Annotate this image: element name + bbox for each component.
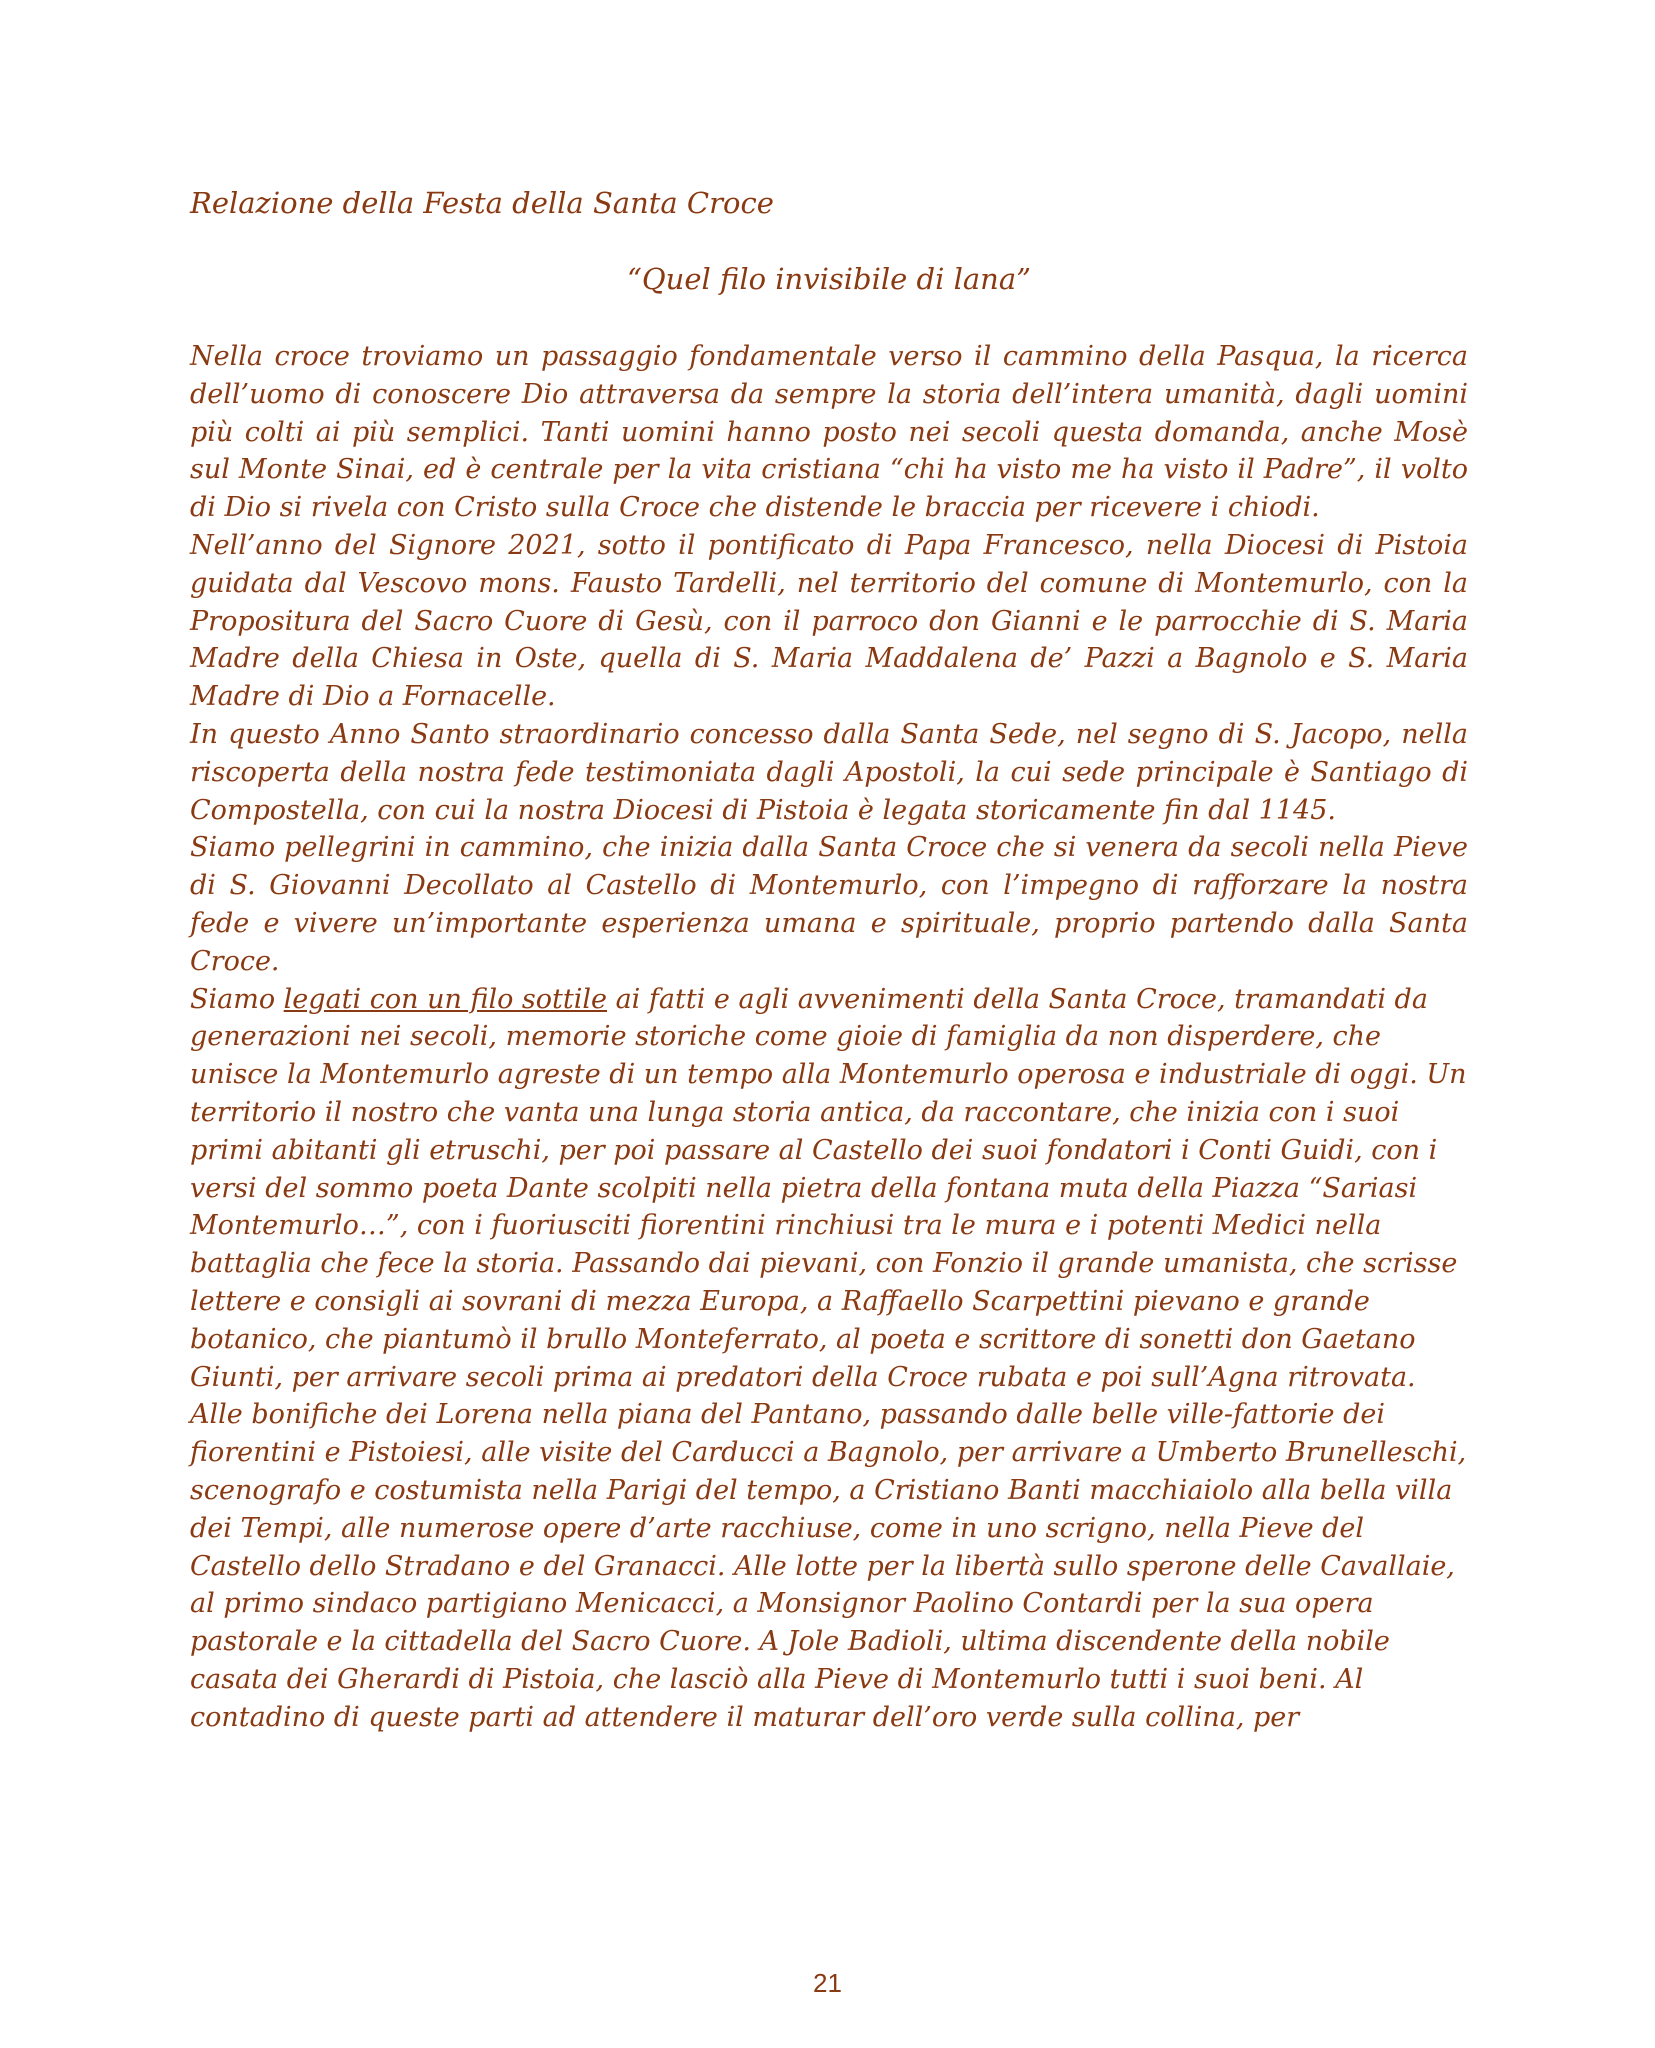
- underlined-phrase: legati con un filo sottile: [283, 983, 607, 1015]
- document-subtitle: “Quel filo invisibile di lana”: [627, 262, 1031, 296]
- document-body: [190, 338, 1468, 1736]
- paragraph-anno-santo: In questo Anno Santo straordinario concesso dalla Santa Sede, nel segno di S. Jacopo, nella riscoperta della nostra fede testimoniata dagli Apostoli, la cui sede principale è Santiago di Compostella, con cui la nostra Diocesi di Pistoia è legata storicamente fin dal 1145.: [190, 718, 1468, 826]
- paragraph-croce-pasqua: Nella croce troviamo un passaggio fondamentale verso il cammino della Pasqua, la ricerca dell’uomo di conoscere Dio attraversa da sempre la storia dell’intera umanità, dagli uomini più colti ai più semplici. Tanti uomini hanno posto nei secoli questa domanda, anche Mosè sul Monte Sinai, ed è centrale per la vita cristiana “chi ha visto me ha visto il Padre”, il volto di Dio si rivela con Cristo sulla Croce che distende le braccia per ricevere i chiodi.: [190, 341, 1468, 524]
- paragraph-filo-sottile-rest: ai fatti e agli avvenimenti della Santa Croce, tramandati da generazioni nei secoli, memorie storiche come gioie di famiglia da non disperdere, che unisce la Montemurlo agreste di un tempo alla Montemurlo operosa e industriale di oggi. Un territorio il nostro che vanta una lunga storia antica, da raccontare, che inizia con i suoi primi abitanti gli etruschi, per poi passare al Castello dei suoi fondatori i Conti Guidi, con i versi del sommo poeta Dante scolpiti nella pietra della fontana muta della Piazza “Sariasi Montemurlo…”, con i fuoriusciti fiorentini rinchiusi tra le mura e i potenti Medici nella battaglia che fece la storia. Passando dai pievani, con Fonzio il grande umanista, che scrisse lettere e consigli ai sovrani di mezza Europa, a Raffaello Scarpettini pievano e grande botanico, che piantumò il brullo Monteferrato, al poeta e scrittore di sonetti don Gaetano Giunti, per arrivare secoli prima ai predatori della Croce rubata e poi sull’Agna ritrovata. Alle bonifiche dei Lorena nella piana del Pantano, passando dalle belle ville-fattorie dei fiorentini e Pistoiesi, alle visite del Carducci a Bagnolo, per arrivare a Umberto Brunelleschi, scenografo e costumista nella Parigi del tempo, a Cristiano Banti macchiaiolo alla bella villa dei Tempi, alle numerose opere d’arte racchiuse, come in uno scrigno, nella Pieve del Castello dello Stradano e del Granacci. Alle lotte per la libertà sullo sperone delle Cavallaie, al primo sindaco partigiano Menicacci, a Monsignor Paolino Contardi per la sua opera pastorale e la cittadella del Sacro Cuore. A Jole Badioli, ultima discendente della nobile casata dei Gherardi di Pistoia, che lasciò alla Pieve di Montemurlo tutti i suoi beni. Al contadino di queste parti ad attendere il maturar dell’oro verde sulla collina, per: [190, 983, 1467, 1733]
- paragraph-filo-sottile: [190, 981, 1468, 1737]
- page-number: 21: [813, 1968, 842, 1998]
- paragraph-filo-sottile-start: Siamo: [190, 983, 284, 1015]
- document-heading: Relazione della Festa della Santa Croce: [190, 186, 774, 220]
- paragraph-pellegrini: Siamo pellegrini in cammino, che inizia dalla Santa Croce che si venera da secoli nella Pieve di S. Giovanni Decollato al Castello di Montemurlo, con l’impegno di rafforzare la nostra fede e vivere un’importante esperienza umana e spirituale, proprio partendo dalla Santa Croce.: [190, 832, 1468, 977]
- paragraph-anno-2021: Nell’anno del Signore 2021, sotto il pontificato di Papa Francesco, nella Diocesi di Pistoia guidata dal Vescovo mons. Fausto Tardelli, nel territorio del comune di Montemurlo, con la Propositura del Sacro Cuore di Gesù, con il parroco don Gianni e le parrocchie di S. Maria Madre della Chiesa in Oste, quella di S. Maria Maddalena de’ Pazzi a Bagnolo e S. Maria Madre di Dio a Fornacelle.: [190, 529, 1468, 713]
